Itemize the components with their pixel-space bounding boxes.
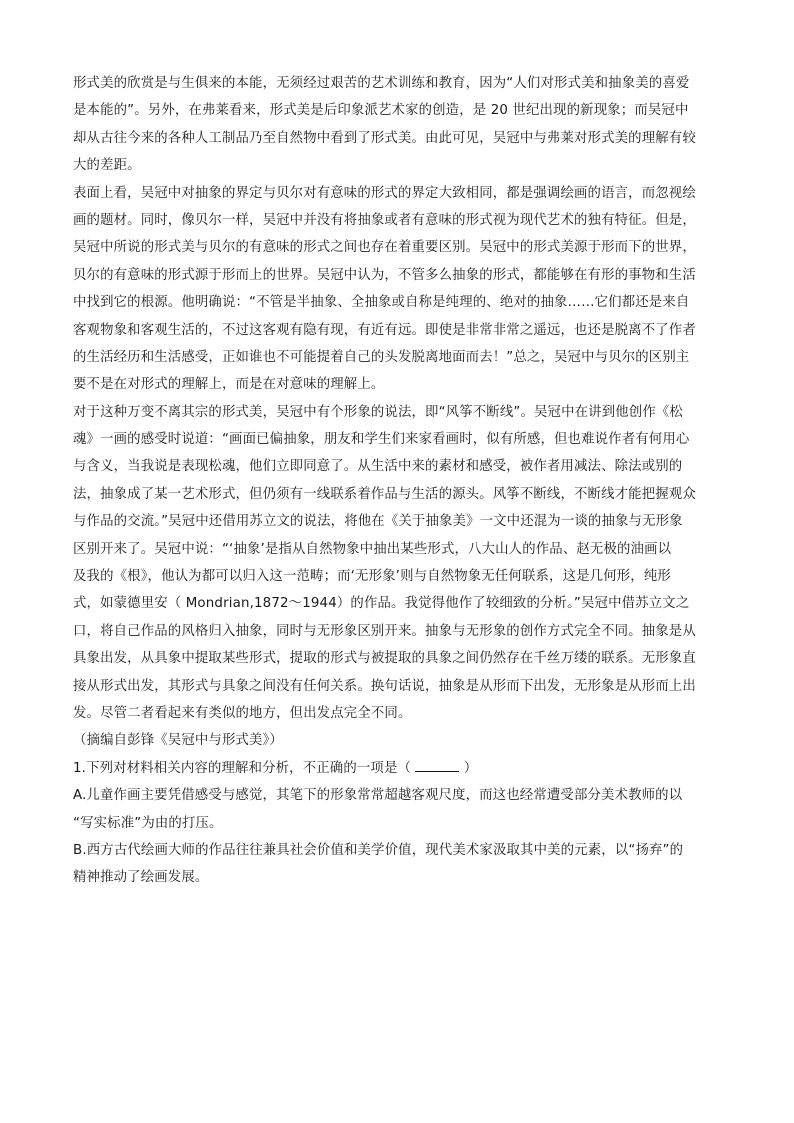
text-line: 魂》一画的感受时说道：“画面已偏抽象，朋友和学生们来家看画时，似有所感，但也难说作者有何用心 (73, 432, 690, 448)
text-line: 大的差距。 (73, 158, 141, 174)
text-line: 的生活经历和生活感受，正如谁也不可能提着自己的头发脱离地面而去！”总之，吴冠中与贝尔的区别主 (73, 349, 690, 365)
text-line: 与含义，当我说是表现松魂，他们立即同意了。从生活中来的素材和感受，被作者用减法、除法或别的 (73, 459, 683, 475)
question-1 (73, 755, 723, 892)
text-line: 要不是在对形式的理解上，而是在对意味的理解上。 (73, 377, 385, 393)
text-line: 却从古往今来的各种人工制品乃至自然物中看到了形式美。由此可见，吴冠中与弗莱对形式美的理解有较 (73, 130, 696, 146)
text-line: 口，将自己作品的风格归入抽象，同时与无形象区别开来。抽象与无形象的创作方式完全不同。抽象是从 (73, 623, 696, 639)
option-b: 精神推动了绘画发展。 (73, 870, 209, 886)
text-line: 表面上看，吴冠中对抽象的界定与贝尔对有意味的形式的界定大致相同，都是强调绘画的语言，而忽视绘 (73, 185, 696, 201)
document-page (73, 70, 723, 892)
text-line: 具象出发，从具象中提取某些形式，提取的形式与被提取的具象之间仍然存在千丝万缕的联系。无形象直 (73, 651, 696, 667)
text-line: 接从形式出发，其形式与具象之间没有任何关系。换句话说，抽象是从形而下出发，无形象是从形而上出 (73, 678, 696, 694)
answer-blank[interactable] (415, 759, 459, 772)
text-line: 法，抽象成了某一艺术形式，但仍须有一线联系着作品与生活的源头。风筝不断线，不断线才能把握观众 (73, 486, 696, 502)
text-line: 发。尽管二者看起来有类似的地方，但出发点完全不同。 (73, 705, 412, 721)
question-stem (73, 755, 723, 782)
text-line: 与作品的交流。”吴冠中还借用苏立文的说法，将他在《关于抽象美》一文中还混为一谈的抽象与无形象 (73, 514, 683, 530)
text-line: 及我的《根》，他认为都可以归入这一范畴；而‘无形象’则与自然物象无任何联系，这是几何形，纯形 (73, 569, 671, 585)
paragraph-3 (73, 399, 723, 728)
option-a: A.儿童作画主要凭借感受与感觉，其笔下的形象常常超越客观尺度，而这也经常遭受部分美术教师的以 (73, 788, 683, 804)
source-citation: （摘编自彭锋《吴冠中与形式美》） (73, 733, 283, 749)
text-line: 吴冠中所说的形式美与贝尔的有意味的形式之间也存在着重要区别。吴冠中的形式美源于形而下的世界， (73, 240, 696, 256)
option-b: B.西方古代绘画大师的作品往往兼具社会价值和美学价值，现代美术家汲取其中美的元素，以“扬弃”的 (73, 842, 684, 858)
option-a: “写实标准”为由的打压。 (73, 815, 223, 831)
text-line: 对于这种万变不离其宗的形式美，吴冠中有个形象的说法，即“风筝不断线”。吴冠中在讲到他创作《松 (73, 404, 683, 420)
text-line: 是本能的”。另外，在弗莱看来，形式美是后印象派艺术家的创造，是 20 世纪出现的新现象；而吴冠中 (73, 103, 689, 119)
question-stem-text: 1.下列对材料相关内容的理解和分析，不正确的一项是（ (73, 760, 416, 776)
paragraph-1 (73, 70, 723, 180)
text-line: 形式美的欣赏是与生俱来的本能，无须经过艰苦的艺术训练和教育，因为“人们对形式美和抽象美的喜爱 (73, 76, 690, 91)
paragraph-2 (73, 180, 723, 399)
question-stem-close: ） (459, 760, 478, 776)
text-line: 客观物象和客观生活的，不过这客观有隐有现，有近有远。即使是非常非常之遥远，也还是脱离不了作者 (73, 322, 696, 338)
text-line: 画的题材。同时，像贝尔一样，吴冠中并没有将抽象或者有意味的形式视为现代艺术的独有特征。但是， (73, 212, 696, 228)
text-line: 贝尔的有意味的形式源于形而上的世界。吴冠中认为，不管多么抽象的形式，都能够在有形的事物和生活 (73, 267, 696, 283)
text-line: 中找到它的根源。他明确说：“不管是半抽象、全抽象或自称是纯理的、绝对的抽象……它们都还是来自 (73, 295, 690, 311)
text-line: 区别开来了。吴冠中说：“‘抽象’是指从自然物象中抽出某些形式，八大山人的作品、赵无极的油画以 (73, 541, 672, 557)
text-line: 式，如蒙德里安（ Mondrian,1872～1944）的作品。我觉得他作了较细致的分析。”吴冠中借苏立文之 (73, 596, 690, 612)
